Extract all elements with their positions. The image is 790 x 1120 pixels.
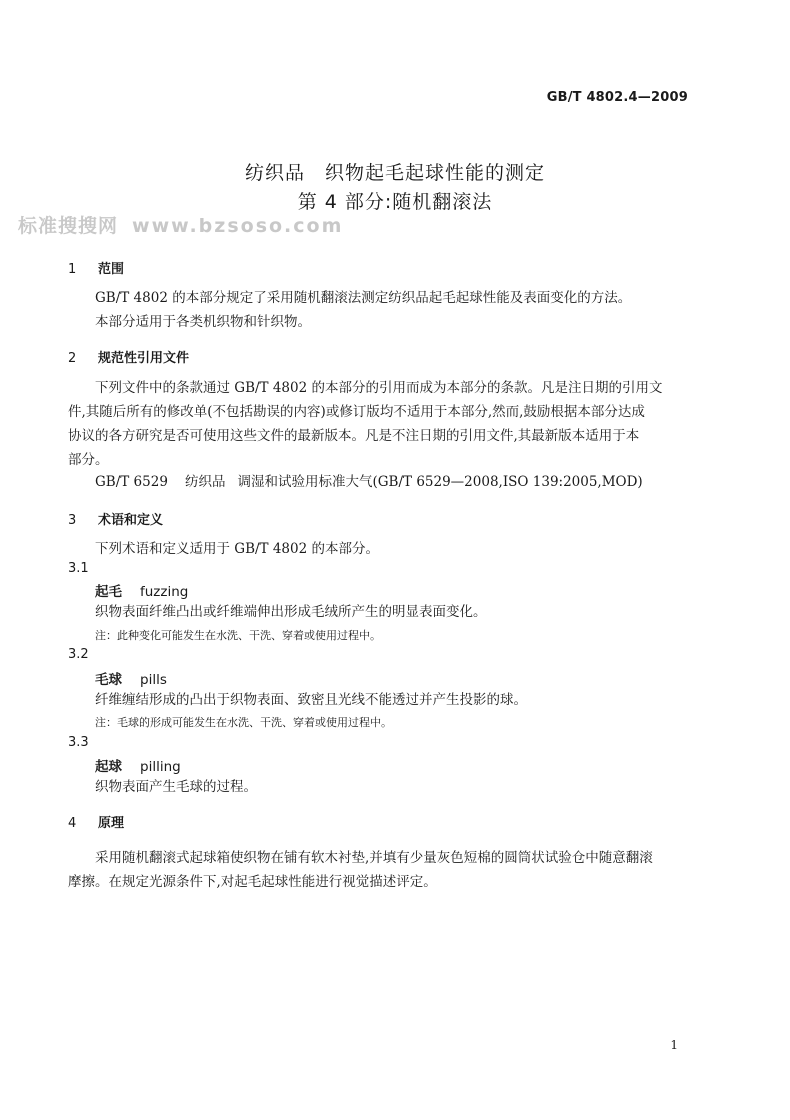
paragraph: 本部分适用于各类机织物和针织物。 [95,314,311,330]
paragraph-line: 协议的各方研究是否可使用这些文件的最新版本。凡是不注日期的引用文件,其最新版本适用于本 [68,428,640,444]
document-subtitle: 第 4 部分:随机翻滚法 [297,191,493,213]
term-english: pills [140,672,167,688]
reference-code: GB/T 6529 [95,474,168,490]
watermark-url: www.bzsoso.com [132,215,344,237]
paragraph-line: 摩擦。在规定光源条件下,对起毛起球性能进行视觉描述评定。 [68,874,437,890]
paragraph-line: 部分。 [68,452,109,468]
section-number: 1 [68,262,77,277]
standard-code: GB/T 4802.4—2009 [546,90,688,105]
term-chinese: 毛球 [95,672,122,688]
normative-reference [95,470,643,494]
section-title: 术语和定义 [98,513,164,528]
term-chinese: 起球 [95,759,122,775]
section-title: 规范性引用文件 [98,351,190,366]
watermark [18,211,343,238]
term-note: 注：此种变化可能发生在水洗、干洗、穿着或使用过程中。 [95,629,381,642]
term-heading [95,755,181,775]
reference-name: 纺织品 [185,474,226,490]
term-chinese: 起毛 [95,584,122,600]
section-4-heading [68,812,124,831]
watermark-site-name: 标准搜搜网 [18,215,119,237]
paragraph: GB/T 4802 的本部分规定了采用随机翻滚法测定纺织品起毛起球性能及表面变化的方法。 [95,290,632,306]
section-number: 2 [68,351,77,366]
term-heading [95,668,167,688]
section-1-heading [68,258,124,277]
page-number: 1 [670,1038,678,1052]
section-title: 原理 [98,816,125,831]
term-number: 3.2 [68,647,89,662]
term-heading [95,580,188,600]
term-english: pilling [140,759,181,775]
term-english: fuzzing [140,584,189,600]
section-2-heading [68,347,189,366]
term-definition: 织物表面产生毛球的过程。 [95,779,257,795]
term-note: 注：毛球的形成可能发生在水洗、干洗、穿着或使用过程中。 [95,716,392,729]
reference-description: 调湿和试验用标准大气(GB/T 6529—2008,ISO 139:2005,MOD) [237,474,643,490]
term-number: 3.3 [68,735,89,750]
section-number: 3 [68,513,77,528]
paragraph: 下列术语和定义适用于 GB/T 4802 的本部分。 [95,541,379,557]
section-3-heading [68,509,163,528]
section-title: 范围 [98,262,125,277]
paragraph-line: 件,其随后所有的修改单(不包括勘误的内容)或修订版均不适用于本部分,然而,鼓励根据本部分达成 [68,404,645,420]
term-definition: 织物表面纤维凸出或纤维端伸出形成毛绒所产生的明显表面变化。 [95,604,487,620]
term-definition: 纤维缠结形成的凸出于织物表面、致密且光线不能透过并产生投影的球。 [95,692,527,708]
paragraph-line: 下列文件中的条款通过 GB/T 4802 的本部分的引用而成为本部分的条款。凡是注日期的引用文 [95,380,663,396]
paragraph-line: 采用随机翻滚式起球箱使织物在铺有软木衬垫,并填有少量灰色短棉的圆筒状试验仓中随意翻滚 [95,850,653,866]
document-title: 纺织品 织物起毛起球性能的测定 [244,162,545,184]
term-number: 3.1 [68,561,89,576]
section-number: 4 [68,816,77,831]
